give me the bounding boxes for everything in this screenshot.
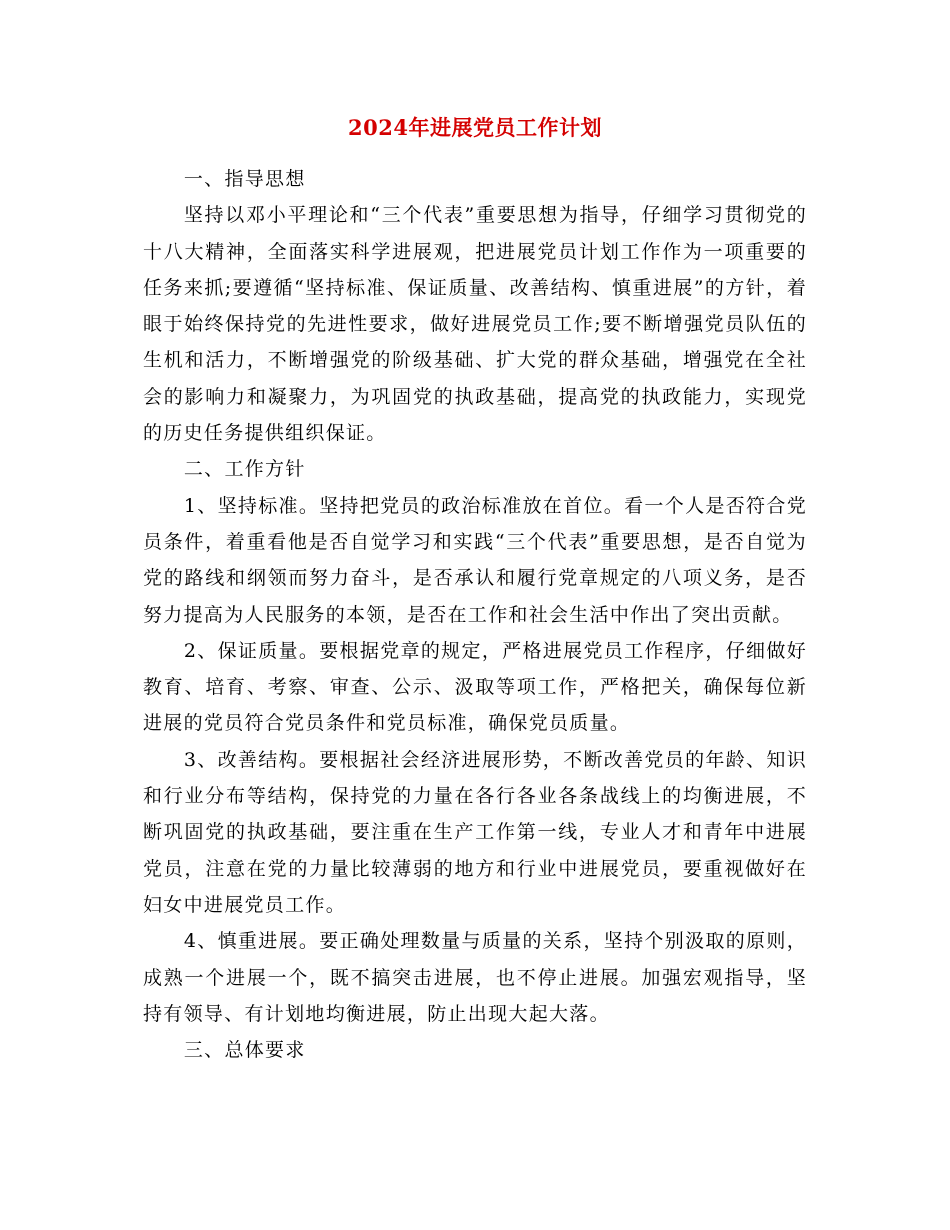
paragraph-guiding-ideology: 坚持以邓小平理论和“三个代表”重要思想为指导，仔细学习贯彻党的十八大精神，全面落实科学进展观，把进展党员计划工作作为一项重要的任务来抓;要遵循“坚持标准、保证质量、改善结构、慎重进展”的方针，着眼于始终保持党的先进性要求，做好进展党员工作;要不断增强党员队伍的生机和活力，不断增强党的阶级基础、扩大党的群众基础，增强党在全社会的影响力和凝聚力，为巩固党的执政基础，提高党的执政能力，实现党的历史任务提供组织保证。 <box>143 204 807 445</box>
paragraph-improve-structure: 3、改善结构。要根据社会经济进展形势，不断改善党员的年龄、知识和行业分布等结构，保持党的力量在各行各业各条战线上的均衡进展，不断巩固党的执政基础，要注重在生产工作第一线，专业人才和青年中进展党员，注意在党的力量比较薄弱的地方和行业中进展党员，要重视做好在妇女中进展党员工作。 <box>143 748 807 916</box>
section-heading-guiding-ideology: 一、指导思想 <box>183 168 306 190</box>
document-title: 2024年进展党员工作计划 <box>348 115 602 140</box>
document-body <box>143 161 807 1068</box>
section-heading-work-policy: 二、工作方针 <box>183 458 306 481</box>
paragraph-adhere-standards: 1、坚持标准。坚持把党员的政治标准放在首位。看一个人是否符合党员条件，着重看他是否自觉学习和实践“三个代表”重要思想，是否自觉为党的路线和纲领而努力奋斗，是否承认和履行党章规定的八项义务，是否努力提高为人民服务的本领，是否在工作和社会生活中作出了突出贡献。 <box>143 494 807 626</box>
paragraph-ensure-quality: 2、保证质量。要根据党章的规定，严格进展党员工作程序，仔细做好教育、培育、考察、审查、公示、汲取等项工作，严格把关，确保每位新进展的党员符合党员条件和党员标准，确保党员质量。 <box>143 639 807 735</box>
section-heading-overall-requirements: 三、总体要求 <box>183 1039 306 1062</box>
paragraph-careful-development: 4、慎重进展。要正确处理数量与质量的关系，坚持个别汲取的原则，成熟一个进展一个，既不搞突击进展，也不停止进展。加强宏观指导，坚持有领导、有计划地均衡进展，防止出现大起大落。 <box>143 930 807 1025</box>
